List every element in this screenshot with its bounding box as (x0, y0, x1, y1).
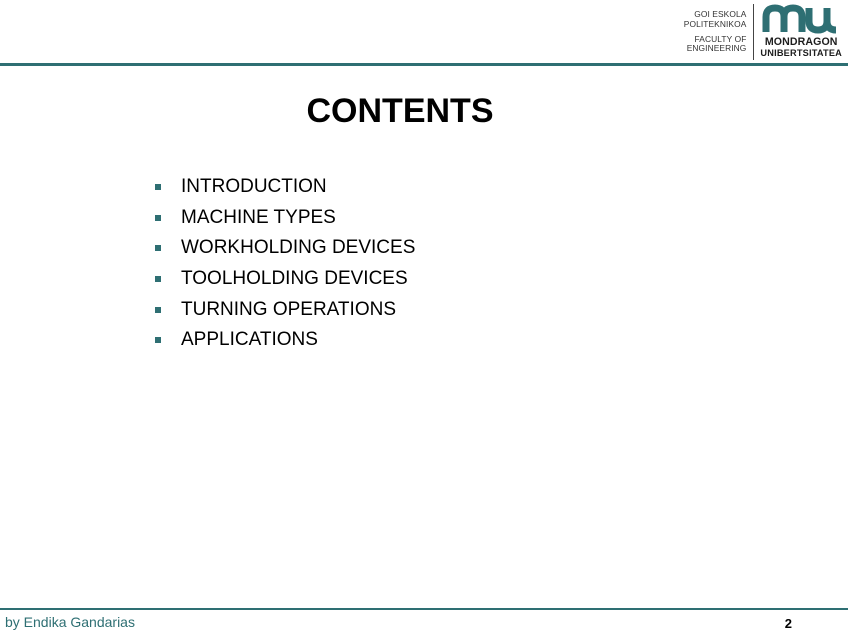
page-number: 2 (784, 616, 792, 631)
square-bullet-icon (155, 307, 161, 313)
list-item (155, 233, 415, 264)
square-bullet-icon (155, 337, 161, 343)
university-logo (684, 2, 844, 62)
list-item-text: TOOLHOLDING DEVICES (181, 268, 408, 290)
square-bullet-icon (155, 184, 161, 190)
faculty-line-2: POLITEKNIKOA (683, 18, 747, 29)
header-rule (0, 63, 848, 66)
list-item-text: APPLICATIONS (181, 329, 318, 351)
square-bullet-icon (155, 215, 161, 221)
brand-block (754, 2, 844, 62)
list-item-text: MACHINE TYPES (181, 206, 336, 228)
footer-rule (0, 608, 848, 610)
list-item (155, 294, 415, 325)
square-bullet-icon (155, 276, 161, 282)
mu-logo-icon (761, 4, 841, 34)
faculty-label (684, 2, 754, 62)
faculty-line-3: FACULTY OF (694, 33, 747, 44)
list-item (155, 264, 415, 295)
footer-author: by Endika Gandarias (5, 614, 135, 630)
list-item (155, 172, 415, 203)
list-item-text: WORKHOLDING DEVICES (181, 237, 416, 259)
contents-list (155, 172, 415, 356)
faculty-line-1: GOI ESKOLA (694, 9, 747, 20)
list-item (155, 203, 415, 234)
square-bullet-icon (155, 245, 161, 251)
list-item (155, 325, 415, 356)
brand-name: MONDRAGON (764, 36, 838, 48)
list-item-text: TURNING OPERATIONS (181, 298, 396, 320)
list-item-text: INTRODUCTION (181, 176, 327, 198)
brand-subtitle: UNIBERTSITATEA (760, 48, 842, 58)
faculty-line-4: ENGINEERING (686, 43, 747, 54)
slide-title: CONTENTS (306, 92, 494, 130)
